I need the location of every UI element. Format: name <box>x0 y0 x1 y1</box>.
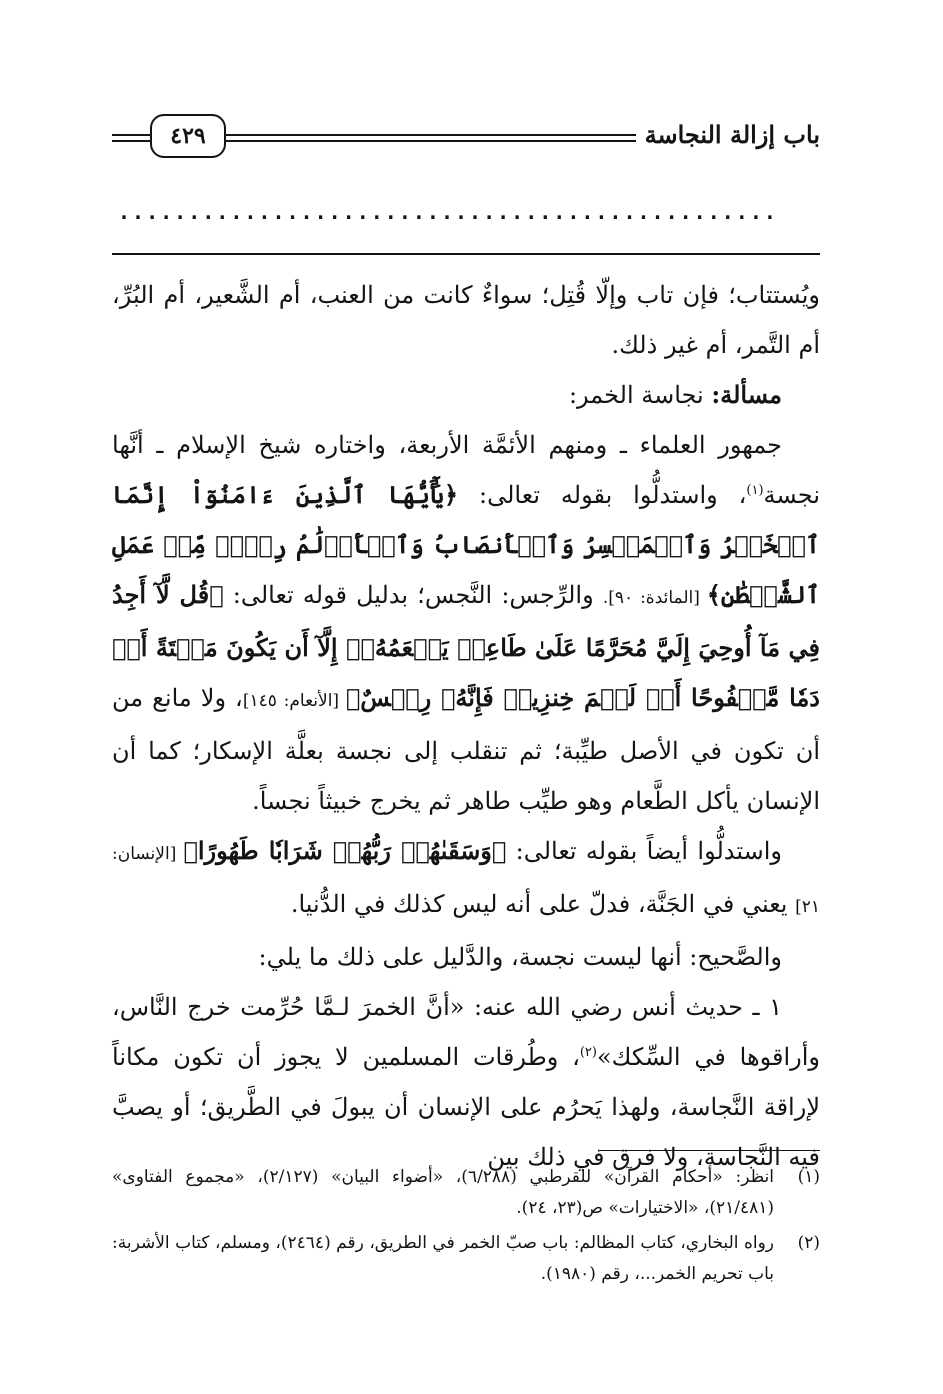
header-rule-left <box>112 134 150 136</box>
quran-verse-3: ﴿وَسَقَىٰهُمۡ رَبُّهُمۡ شَرَابٗا طَهُورًا﴾ <box>183 836 507 865</box>
issue-label: مسألة: <box>711 380 782 409</box>
footnote-2 <box>112 1228 820 1290</box>
p4-text-a: واستدلُّوا أيضاً بقوله تعالى: <box>506 837 782 865</box>
page-header <box>112 112 820 168</box>
p6-text-b: ، وطُرقات المسلمين لا يجوز أن تكون مكاناً لإراقة النَّجاسة، ولهذا يَحرُم على الإنسان أن يبولَ في الطَّريق؛ أو يصبَّ فيه النَّجاسة، ولا فرق في ذلك بين <box>112 1043 821 1171</box>
verse-ref-3: [الإنسان: ٢١] <box>112 844 820 917</box>
footnote-separator <box>600 1150 820 1151</box>
p4-text-b: يعني في الجَنَّة، فدلّ على أنه ليس كذلك في الدُّنيا. <box>290 890 796 918</box>
footnotes <box>112 1162 820 1294</box>
quran-verse-2: ﴿قُل لَّآ أَجِدُ فِي مَآ أُوحِيَ إِلَيَّ مُحَرَّمًا عَلَىٰ طَاعِمٖ يَطۡعَمُهُۥٓ إِلَّآ أَن يَكُونَ مَيۡتَةً أَوۡ دَمٗا مَّسۡفُوحًا أَوۡ لَحۡمَ خِنزِيرٖ فَإِنَّهُۥ رِجۡسٌ﴾ <box>112 580 820 712</box>
footnote-number: (٢) <box>797 1233 820 1253</box>
paragraph-5: والصَّحيح: أنها ليست نجسة، والدَّليل على ذلك ما يلي: <box>258 943 782 971</box>
p3-text-d: ، ولا مانع من أن تكون في الأصل طيِّبة؛ ثم تنقلب إلى نجسة بعلَّة الإسكار؛ كما أن الإنسان يأكل الطَّعام وهو طيِّب طاهر ثم يخرج خبيثاً نجساً. <box>112 684 820 815</box>
main-text <box>112 270 820 1182</box>
p3-text-a: جمهور العلماء ـ ومنهم الأئمَّة الأربعة، واختاره شيخ الإسلام ـ أنَّها نجسة <box>112 431 820 509</box>
paragraph-3 <box>112 420 820 826</box>
p6-text-a: ١ ـ حديث أنس رضي الله عنه: «أنَّ الخمرَ لـمَّا حُرِّمت خرج النَّاس، وأراقوها في السِّكك» <box>112 993 820 1071</box>
paragraph-4 <box>112 826 820 932</box>
p3-text-c: والرِّجس: النَّجس؛ بدليل قوله تعالى: <box>223 581 603 609</box>
page-number: ٤٢٩ <box>150 114 226 158</box>
header-rule-right-2 <box>226 140 636 142</box>
chapter-title: باب إزالة النجاسة <box>644 120 820 149</box>
verse-ref-2: [الأنعام: ١٤٥] <box>242 691 346 711</box>
dotted-separator: ............................................... <box>118 200 778 224</box>
footnote-ref-2: (٢) <box>579 1045 597 1060</box>
issue-title: نجاسة الخمر: <box>568 381 712 409</box>
verse-ref-1: [المائدة: ٩٠]. <box>602 588 707 608</box>
footnote-ref-1: (١) <box>746 483 764 498</box>
paragraph-6 <box>112 982 820 1182</box>
footnote-number: (١) <box>797 1167 820 1187</box>
footnote-text: رواه البخاري، كتاب المظالم: باب صبّ الخمر في الطريق، رقم (٢٤٦٤)، ومسلم، كتاب الأشربة: باب تحريم الخمر...، رقم (١٩٨٠). <box>112 1233 775 1284</box>
p3-text-b: ، واستدلُّوا بقوله تعالى: <box>458 481 747 509</box>
top-separator-line <box>112 253 820 255</box>
paragraph-2 <box>112 370 820 420</box>
header-rule-left-2 <box>112 140 150 142</box>
header-rule-right <box>226 134 636 136</box>
paragraph-1: ويُستتاب؛ فإن تاب وإلّا قُتِل؛ سواءٌ كانت من العنب، أم الشَّعير، أم البُرِّ، أم التَّمر، أم غير ذلك. <box>112 281 820 359</box>
footnote-1 <box>112 1162 820 1224</box>
footnote-text: انظر: «أحكام القرآن» للقرطبي (٦/٢٨٨)، «أضواء البيان» (٢/١٢٧)، «مجموع الفتاوى» (٢١/٤٨١)، «الاختيارات» ص(٢٣، ٢٤). <box>112 1167 775 1218</box>
quran-verse-1: ﴿يَٰٓأَيُّهَا ٱلَّذِينَ ءَامَنُوٓاْ إِنَّمَا ٱلۡخَمۡرُ وَٱلۡمَيۡسِرُ وَٱلۡأَنصَابُ وَٱلۡأَزۡلَٰمُ رِجۡسٞ مِّنۡ عَمَلِ ٱلشَّيۡطَٰنِ﴾ <box>112 480 821 609</box>
